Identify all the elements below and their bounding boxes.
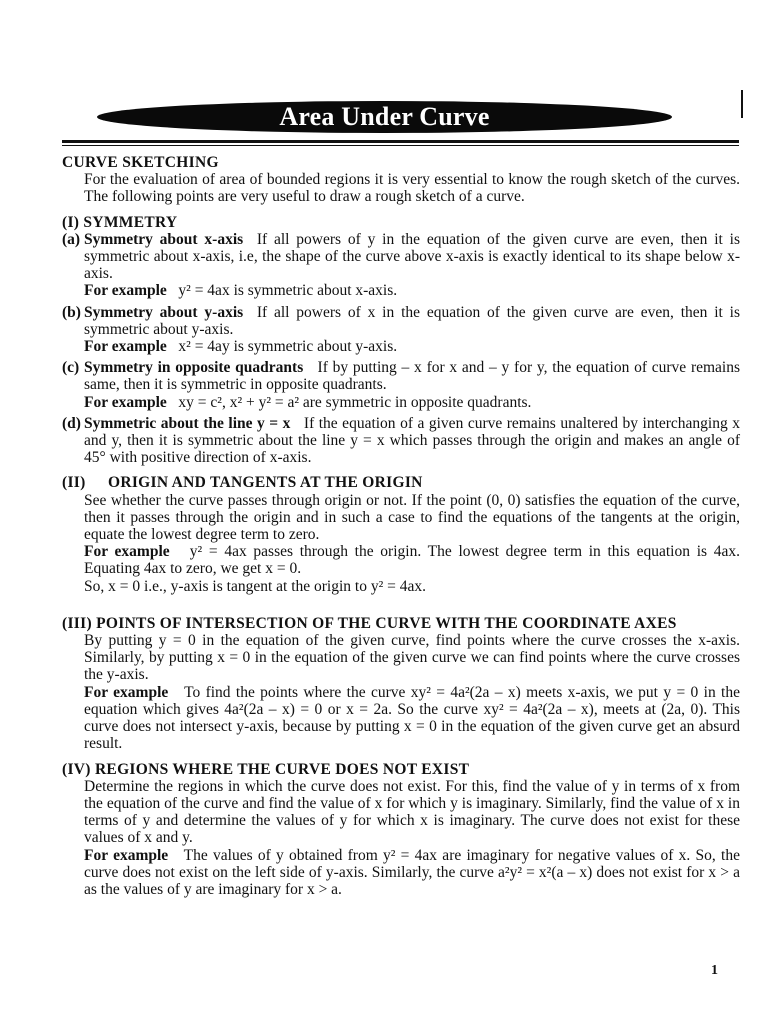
symmetry-item-text: If all powers of y in the equation of the given curve are even, then it is symmetric about x-axis, i.e, the shape of the curve above x-axis is exactly identical to its shape below x-axis. <box>84 230 740 283</box>
page-number: 1 <box>711 963 718 978</box>
section-heading-origin <box>62 474 740 491</box>
section-marker: (II) <box>62 474 86 492</box>
section-heading-intersection <box>62 615 740 632</box>
section-marker: (III) <box>62 614 92 632</box>
example-text: y² = 4ax is symmetric about x-axis. <box>178 282 398 300</box>
example-text: The values of y obtained from y² = 4ax are imaginary for negative values of x. So, the curve does not exist on the left side of y-axis. Similarly, the curve a²y² = x²(a – x) does not exist for x > a as the values of y are imaginary for x > a. <box>84 846 740 898</box>
symmetry-item-a <box>62 231 740 300</box>
symmetry-item-label: (c) <box>62 359 80 377</box>
symmetry-item-text: If all powers of x in the equation of the given curve are even, then it is symmetric about y-axis. <box>84 303 740 338</box>
symmetry-item-text: If the equation of a given curve remains unaltered by interchanging x and y, then it is symmetric about the line y = x which passes through the origin and makes an angle of 45° with positive direction of x-axis. <box>84 414 740 467</box>
symmetry-item-label: (a) <box>62 230 81 248</box>
section-title: REGIONS WHERE THE CURVE DOES NOT EXIST <box>94 760 470 778</box>
regions-section <box>62 778 740 898</box>
symmetry-item-title: Symmetry about x-axis <box>84 230 244 248</box>
example-label: For example <box>84 543 170 561</box>
symmetry-item-title: Symmetry about y-axis <box>84 303 244 321</box>
page-title: Area Under Curve <box>279 102 490 131</box>
example-label: For example <box>84 338 167 356</box>
example-text: xy = c², x² + y² = a² are symmetric in opposite quadrants. <box>178 393 532 411</box>
header-rule-thick <box>62 140 739 143</box>
origin-text: See whether the curve passes through origin or not. If the point (0, 0) satisfies the equation of the curve, then it passes through the origin and in such a case to find the equations of the tangents at the origin, equate the lowest degree term to zero. <box>84 491 740 544</box>
example-text: To find the points where the curve xy² = 4a²(2a – x) meets x-axis, we put y = 0 in the equation which gives 4a²(2a – x) = 0 or x = 2a. So the curve xy² = 4a²(2a – x), meets at (2a, 0). This curve does not intersect y-axis, because by putting x = 0 in the equation of the given curve get an absurd result. <box>84 683 740 753</box>
margin-mark <box>741 90 743 118</box>
symmetry-item-d <box>62 415 740 467</box>
section-heading-symmetry: (I) SYMMETRY <box>62 213 178 231</box>
header-rule-thin <box>62 145 739 146</box>
symmetry-item-title: Symmetry in opposite quadrants <box>84 359 304 377</box>
intersection-section <box>62 632 740 752</box>
section-heading-regions <box>62 761 740 778</box>
symmetry-item-title: Symmetric about the line y = x <box>84 414 291 432</box>
section-title: POINTS OF INTERSECTION OF THE CURVE WITH THE COORDINATE AXES <box>96 614 677 632</box>
title-ellipse <box>97 101 672 133</box>
title-banner <box>97 101 672 133</box>
curve-sketching-intro: For the evaluation of area of bounded regions it is very essential to know the rough sketch of the curves. The following points are very useful to draw a rough sketch of a curve. <box>84 171 740 206</box>
document-body <box>62 154 740 898</box>
section-title: ORIGIN AND TANGENTS AT THE ORIGIN <box>108 474 423 492</box>
regions-text: Determine the regions in which the curve does not exist. For this, find the value of y in terms of x from the equation of the curve and find the value of x for which y is imaginary. Similarly, find the value of x in terms of y and determine the values of y for which x is imaginary. The curve does not exist for these values of x and y. <box>84 777 740 847</box>
symmetry-item-c <box>62 359 740 411</box>
example-label: For example <box>84 683 169 701</box>
section-heading-curve-sketching: CURVE SKETCHING <box>62 154 219 171</box>
origin-section <box>62 492 740 595</box>
example-text: y² = 4ax passes through the origin. The lowest degree term in this equation is 4ax. Equating 4ax to zero, we get x = 0. <box>84 543 740 578</box>
example-label: For example <box>84 393 167 411</box>
section-marker: (IV) <box>62 760 91 778</box>
symmetry-item-text: If by putting – x for x and – y for y, the equation of curve remains same, then it is symmetric in opposite quadrants. <box>84 359 741 394</box>
example-label: For example <box>84 282 167 300</box>
example-label: For example <box>84 846 169 864</box>
symmetry-item-label: (b) <box>62 303 81 321</box>
symmetry-item-b <box>62 304 740 356</box>
origin-conclusion: So, x = 0 i.e., y-axis is tangent at the origin to y² = 4ax. <box>84 577 426 595</box>
symmetry-item-label: (d) <box>62 414 81 432</box>
example-text: x² = 4ay is symmetric about y-axis. <box>178 338 398 356</box>
intersection-text: By putting y = 0 in the equation of the given curve, find points where the curve crosses the x-axis. Similarly, by putting x = 0 in the equation of the given curve we can find points where the curve crosses the y-axis. <box>84 632 740 684</box>
